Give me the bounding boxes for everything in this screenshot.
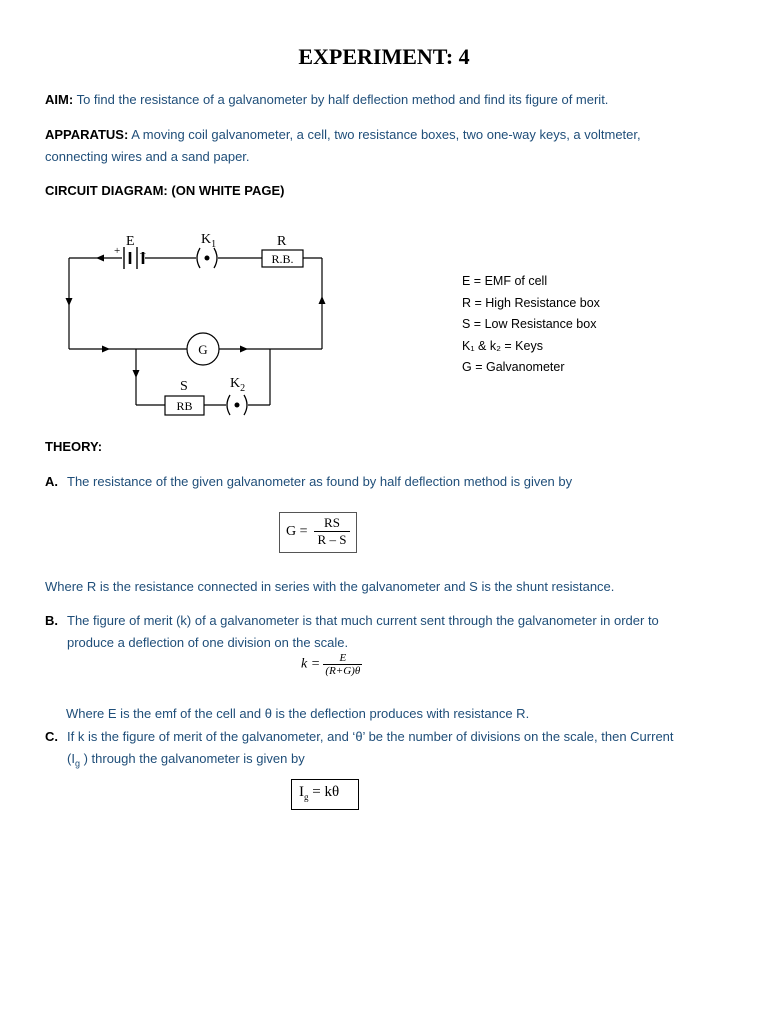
theory-b-note: Where E is the emf of the cell and θ is the deflection produces with resistance R. <box>66 706 530 721</box>
legend-item: R = High Resistance box <box>462 295 600 310</box>
theory-c-text-line2: ($I_g$ ) through the galvanometer is given by <box>67 751 305 769</box>
apparatus-text-line2: connecting wires and a sand paper. <box>45 149 250 164</box>
label-k2: $K_2$ <box>230 376 246 394</box>
theory-b-marker: B. <box>45 613 58 628</box>
label-r: R <box>277 234 287 249</box>
theory-a <box>45 471 735 493</box>
apparatus-label: APPARATUS: <box>45 127 129 142</box>
theory-b-text-line2: produce a deflection of one division on the scale. <box>67 635 349 650</box>
legend-item: K₁ & k₂ = Keys <box>462 338 543 353</box>
theory-heading: THEORY: <box>45 439 103 454</box>
key-k1-symbol <box>197 248 217 268</box>
circuit-diagram-heading: CIRCUIT DIAGRAM: (ON WHITE PAGE) <box>45 183 285 198</box>
legend-item: S = Low Resistance box <box>462 317 597 331</box>
label-e: E <box>126 234 135 249</box>
aim-text: To find the resistance of a galvanometer by half deflection method and find its figure of merit. <box>76 92 609 107</box>
formula-k-fraction <box>323 652 362 677</box>
theory-c-text-line1: If k is the figure of merit of the galvanometer, and ‘θ’ be the number of divisions on the scale, then Current <box>67 729 674 744</box>
theory-a-text: The resistance of the given galvanometer as found by half deflection method is given by <box>67 474 573 489</box>
formula-g-fraction <box>314 515 350 548</box>
theory-b <box>45 610 735 632</box>
formula-ig-box <box>291 779 359 810</box>
formula-k-lhs: k = <box>301 656 321 672</box>
legend-item: E = EMF of cell <box>462 274 548 288</box>
label-k1: $K_1$ <box>201 232 217 250</box>
label-minus: – <box>140 247 146 259</box>
page-title: EXPERIMENT: 4 <box>298 44 470 69</box>
label-s: S <box>180 379 188 394</box>
circuit-diagram <box>0 0 768 440</box>
aim-label: AIM: <box>45 92 74 107</box>
formula-k-numerator: E <box>323 652 362 665</box>
theory-a-marker: A. <box>45 474 58 489</box>
formula-k <box>301 652 362 677</box>
formula-g-denominator: R – S <box>317 532 347 547</box>
label-g: G <box>198 342 208 357</box>
key-k2-symbol <box>227 395 247 415</box>
formula-g-box <box>279 512 357 553</box>
label-rb-bottom: RB <box>176 399 193 413</box>
theory-c <box>45 726 735 748</box>
label-rb-top: R.B. <box>271 252 294 266</box>
theory-b-text-line1: The figure of merit (k) of a galvanometer is that much current sent through the galvanometer in order to <box>67 613 659 628</box>
theory-a-note: Where R is the resistance connected in series with the galvanometer and S is the shunt resistance. <box>45 579 615 594</box>
formula-k-denominator: (R+G)θ <box>325 665 361 677</box>
theory-c-marker: C. <box>45 729 58 744</box>
formula-g-lhs: G = <box>286 524 308 539</box>
formula-g-numerator: RS <box>314 515 350 532</box>
legend-item: G = Galvanometer <box>462 360 565 374</box>
label-plus: + <box>114 245 121 257</box>
formula-ig: $I_g = k\theta$ <box>299 784 340 802</box>
circuit-legend <box>462 271 600 379</box>
apparatus-text-line1: A moving coil galvanometer, a cell, two resistance boxes, two one-way keys, a voltmeter, <box>131 127 641 142</box>
